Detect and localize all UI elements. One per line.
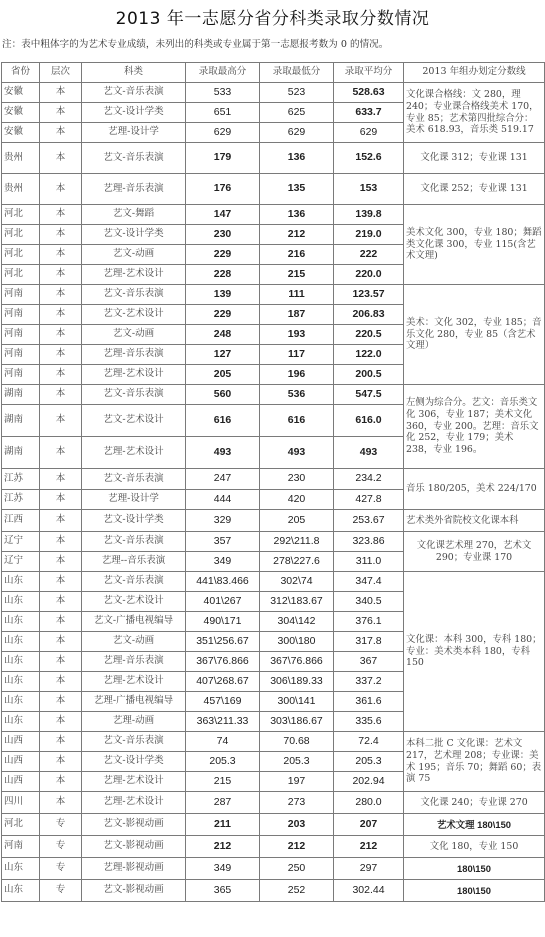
min-score-cell: 252 (260, 880, 334, 902)
max-score-cell: 616 (186, 405, 260, 437)
cutoff-line-cell: 美术文化 300，专业 180；舞蹈类文化课 300，专业 115(含艺术文理) (404, 205, 545, 285)
table-row (2, 880, 545, 902)
page-title: 2013 年一志愿分省分科类录取分数情况 (115, 9, 430, 29)
province-cell: 江苏 (2, 490, 40, 510)
category-cell: 艺文-艺术设计 (82, 592, 186, 612)
province-cell: 河北 (2, 814, 40, 836)
category-cell: 艺文-广播电视编导 (82, 612, 186, 632)
cutoff-line-cell: 180\150 (404, 880, 545, 902)
avg-score-cell: 335.6 (334, 712, 404, 732)
level-cell: 本 (40, 285, 82, 305)
avg-score-cell: 206.83 (334, 305, 404, 325)
category-cell: 艺文-音乐表演 (82, 285, 186, 305)
province-cell: 山东 (2, 652, 40, 672)
max-score-cell: 351\256.67 (186, 632, 260, 652)
level-cell: 本 (40, 752, 82, 772)
category-cell: 艺文-动画 (82, 245, 186, 265)
province-cell: 河南 (2, 836, 40, 858)
province-cell: 河北 (2, 245, 40, 265)
table-row (2, 572, 545, 592)
level-cell: 本 (40, 103, 82, 123)
admission-score-table (1, 62, 545, 902)
min-score-cell: 304\142 (260, 612, 334, 632)
province-cell: 河南 (2, 325, 40, 345)
avg-score-cell: 361.6 (334, 692, 404, 712)
max-score-cell: 629 (186, 123, 260, 143)
min-score-cell: 212 (260, 836, 334, 858)
min-score-cell: 193 (260, 325, 334, 345)
province-cell: 河南 (2, 285, 40, 305)
level-cell: 专 (40, 880, 82, 902)
min-score-cell: 205 (260, 510, 334, 532)
avg-score-cell: 337.2 (334, 672, 404, 692)
min-score-cell: 215 (260, 265, 334, 285)
avg-score-cell: 212 (334, 836, 404, 858)
min-score-cell: 278\227.6 (260, 552, 334, 572)
avg-score-cell: 280.0 (334, 792, 404, 814)
cutoff-line-cell: 文化课：本科 300，专科 180；专业：美术类本科 180，专科 150 (404, 572, 545, 732)
min-score-cell: 367\76.866 (260, 652, 334, 672)
province-cell: 山东 (2, 612, 40, 632)
province-cell: 山东 (2, 712, 40, 732)
category-cell: 艺理-艺术设计 (82, 772, 186, 792)
min-score-cell: 203 (260, 814, 334, 836)
min-score-cell: 616 (260, 405, 334, 437)
category-cell: 艺理-动画 (82, 712, 186, 732)
category-cell: 艺文-影视动画 (82, 814, 186, 836)
avg-score-cell: 122.0 (334, 345, 404, 365)
table-row (2, 469, 545, 490)
max-score-cell: 74 (186, 732, 260, 752)
level-cell: 本 (40, 772, 82, 792)
province-cell: 河南 (2, 345, 40, 365)
min-score-cell: 303\186.67 (260, 712, 334, 732)
min-score-cell: 523 (260, 83, 334, 103)
max-score-cell: 247 (186, 469, 260, 490)
max-score-cell: 493 (186, 437, 260, 469)
level-cell: 本 (40, 385, 82, 405)
category-cell: 艺文-设计学类 (82, 225, 186, 245)
avg-score-cell: 427.8 (334, 490, 404, 510)
province-cell: 四川 (2, 792, 40, 814)
min-score-cell: 205.3 (260, 752, 334, 772)
cutoff-line-cell: 文化课 240；专业课 270 (404, 792, 545, 814)
category-cell: 艺理-音乐表演 (82, 652, 186, 672)
min-score-cell: 306\189.33 (260, 672, 334, 692)
table-row (2, 174, 545, 205)
min-score-cell: 273 (260, 792, 334, 814)
category-cell: 艺理-音乐表演 (82, 174, 186, 205)
level-cell: 本 (40, 612, 82, 632)
province-cell: 山东 (2, 858, 40, 880)
max-score-cell: 349 (186, 858, 260, 880)
header-min-score: 录取最低分 (260, 63, 334, 83)
max-score-cell: 365 (186, 880, 260, 902)
table-row (2, 285, 545, 305)
level-cell: 本 (40, 552, 82, 572)
level-cell: 本 (40, 225, 82, 245)
max-score-cell: 533 (186, 83, 260, 103)
level-cell: 本 (40, 732, 82, 752)
max-score-cell: 363\211.33 (186, 712, 260, 732)
cutoff-line-cell: 文化课 252；专业课 131 (404, 174, 545, 205)
max-score-cell: 211 (186, 814, 260, 836)
avg-score-cell: 633.7 (334, 103, 404, 123)
level-cell: 本 (40, 532, 82, 552)
max-score-cell: 139 (186, 285, 260, 305)
province-cell: 湖南 (2, 437, 40, 469)
level-cell: 本 (40, 469, 82, 490)
category-cell: 艺文-动画 (82, 325, 186, 345)
level-cell: 本 (40, 490, 82, 510)
avg-score-cell: 200.5 (334, 365, 404, 385)
province-cell: 贵州 (2, 143, 40, 174)
avg-score-cell: 253.67 (334, 510, 404, 532)
avg-score-cell: 317.8 (334, 632, 404, 652)
level-cell: 本 (40, 345, 82, 365)
avg-score-cell: 219.0 (334, 225, 404, 245)
max-score-cell: 357 (186, 532, 260, 552)
level-cell: 本 (40, 83, 82, 103)
min-score-cell: 230 (260, 469, 334, 490)
level-cell: 本 (40, 205, 82, 225)
avg-score-cell: 72.4 (334, 732, 404, 752)
avg-score-cell: 205.3 (334, 752, 404, 772)
table-row (2, 792, 545, 814)
max-score-cell: 147 (186, 205, 260, 225)
category-cell: 艺文-音乐表演 (82, 143, 186, 174)
province-cell: 安徽 (2, 103, 40, 123)
category-cell: 艺理-音乐表演 (82, 345, 186, 365)
level-cell: 专 (40, 814, 82, 836)
level-cell: 本 (40, 652, 82, 672)
avg-score-cell: 123.57 (334, 285, 404, 305)
min-score-cell: 187 (260, 305, 334, 325)
province-cell: 山西 (2, 732, 40, 752)
category-cell: 艺文-影视动画 (82, 836, 186, 858)
province-cell: 安徽 (2, 83, 40, 103)
cutoff-line-cell: 文化 180，专业 150 (404, 836, 545, 858)
level-cell: 本 (40, 437, 82, 469)
table-row (2, 143, 545, 174)
province-cell: 山东 (2, 632, 40, 652)
max-score-cell: 228 (186, 265, 260, 285)
avg-score-cell: 139.8 (334, 205, 404, 225)
max-score-cell: 349 (186, 552, 260, 572)
max-score-cell: 651 (186, 103, 260, 123)
table-row (2, 532, 545, 552)
level-cell: 本 (40, 712, 82, 732)
table-row (2, 83, 545, 103)
province-cell: 江苏 (2, 469, 40, 490)
max-score-cell: 176 (186, 174, 260, 205)
max-score-cell: 127 (186, 345, 260, 365)
min-score-cell: 216 (260, 245, 334, 265)
avg-score-cell: 528.63 (334, 83, 404, 103)
max-score-cell: 248 (186, 325, 260, 345)
category-cell: 艺文-设计学类 (82, 752, 186, 772)
level-cell: 本 (40, 510, 82, 532)
table-row (2, 385, 545, 405)
level-cell: 本 (40, 305, 82, 325)
province-cell: 湖南 (2, 405, 40, 437)
min-score-cell: 536 (260, 385, 334, 405)
max-score-cell: 457\169 (186, 692, 260, 712)
avg-score-cell: 340.5 (334, 592, 404, 612)
min-score-cell: 302\74 (260, 572, 334, 592)
table-row (2, 836, 545, 858)
province-cell: 山东 (2, 692, 40, 712)
min-score-cell: 197 (260, 772, 334, 792)
cutoff-line-cell: 180\150 (404, 858, 545, 880)
level-cell: 本 (40, 592, 82, 612)
level-cell: 专 (40, 836, 82, 858)
table-note: 注：表中粗体字的为艺术专业成绩，未列出的科类或专业属于第一志愿报考数为 0 的情况。 (2, 39, 389, 50)
level-cell: 本 (40, 143, 82, 174)
max-score-cell: 444 (186, 490, 260, 510)
max-score-cell: 205 (186, 365, 260, 385)
province-cell: 山西 (2, 752, 40, 772)
cutoff-line-cell: 艺术类外省院校文化课本科 (404, 510, 545, 532)
cutoff-line-cell: 左侧为综合分。艺文：音乐类文化 306，专业 187；美术文化 360，专业 200。艺理：音乐文化 252，专业 179；美术 238，专业 196。 (404, 385, 545, 469)
province-cell: 江西 (2, 510, 40, 532)
header-level: 层次 (40, 63, 82, 83)
category-cell: 艺文-音乐表演 (82, 532, 186, 552)
max-score-cell: 212 (186, 836, 260, 858)
province-cell: 湖南 (2, 385, 40, 405)
max-score-cell: 367\76.866 (186, 652, 260, 672)
province-cell: 贵州 (2, 174, 40, 205)
province-cell: 河南 (2, 365, 40, 385)
min-score-cell: 111 (260, 285, 334, 305)
avg-score-cell: 234.2 (334, 469, 404, 490)
cutoff-line-cell: 文化课合格线：文 280，理 240；专业课合格线美术 170，专业 85；艺术第四批综合分：美术 618.93，音乐类 519.17 (404, 83, 545, 143)
avg-score-cell: 202.94 (334, 772, 404, 792)
level-cell: 专 (40, 858, 82, 880)
province-cell: 河南 (2, 305, 40, 325)
avg-score-cell: 220.0 (334, 265, 404, 285)
level-cell: 本 (40, 325, 82, 345)
min-score-cell: 312\183.67 (260, 592, 334, 612)
avg-score-cell: 493 (334, 437, 404, 469)
max-score-cell: 490\171 (186, 612, 260, 632)
category-cell: 艺理-设计学 (82, 490, 186, 510)
category-cell: 艺文-舞蹈 (82, 205, 186, 225)
province-cell: 辽宁 (2, 532, 40, 552)
min-score-cell: 136 (260, 143, 334, 174)
header-category: 科类 (82, 63, 186, 83)
cutoff-line-cell: 本科二批 C 文化课：艺术文 217，艺术理 208；专业课：美术 195；音乐 70；舞蹈 60；表演 75 (404, 732, 545, 792)
category-cell: 艺理--音乐表演 (82, 552, 186, 572)
min-score-cell: 70.68 (260, 732, 334, 752)
category-cell: 艺理-艺术设计 (82, 437, 186, 469)
province-cell: 河北 (2, 265, 40, 285)
max-score-cell: 179 (186, 143, 260, 174)
category-cell: 艺文-音乐表演 (82, 732, 186, 752)
max-score-cell: 230 (186, 225, 260, 245)
min-score-cell: 135 (260, 174, 334, 205)
min-score-cell: 300\180 (260, 632, 334, 652)
min-score-cell: 300\141 (260, 692, 334, 712)
header-province: 省份 (2, 63, 40, 83)
min-score-cell: 420 (260, 490, 334, 510)
level-cell: 本 (40, 405, 82, 437)
province-cell: 辽宁 (2, 552, 40, 572)
category-cell: 艺理-影视动画 (82, 858, 186, 880)
avg-score-cell: 153 (334, 174, 404, 205)
avg-score-cell: 547.5 (334, 385, 404, 405)
max-score-cell: 329 (186, 510, 260, 532)
level-cell: 本 (40, 174, 82, 205)
max-score-cell: 287 (186, 792, 260, 814)
province-cell: 安徽 (2, 123, 40, 143)
level-cell: 本 (40, 365, 82, 385)
level-cell: 本 (40, 245, 82, 265)
min-score-cell: 212 (260, 225, 334, 245)
max-score-cell: 229 (186, 245, 260, 265)
cutoff-line-cell: 文化课艺术理 270，艺术文 290；专业课 170 (404, 532, 545, 572)
province-cell: 山西 (2, 772, 40, 792)
header-avg-score: 录取平均分 (334, 63, 404, 83)
header-max-score: 录取最高分 (186, 63, 260, 83)
avg-score-cell: 302.44 (334, 880, 404, 902)
table-row (2, 858, 545, 880)
avg-score-cell: 220.5 (334, 325, 404, 345)
cutoff-line-cell: 文化课 312；专业课 131 (404, 143, 545, 174)
min-score-cell: 625 (260, 103, 334, 123)
min-score-cell: 136 (260, 205, 334, 225)
avg-score-cell: 152.6 (334, 143, 404, 174)
table-row (2, 814, 545, 836)
max-score-cell: 560 (186, 385, 260, 405)
max-score-cell: 401\267 (186, 592, 260, 612)
avg-score-cell: 311.0 (334, 552, 404, 572)
level-cell: 本 (40, 123, 82, 143)
avg-score-cell: 207 (334, 814, 404, 836)
min-score-cell: 292\211.8 (260, 532, 334, 552)
table-header-row (2, 63, 545, 83)
category-cell: 艺文-艺术设计 (82, 405, 186, 437)
province-cell: 河北 (2, 225, 40, 245)
avg-score-cell: 616.0 (334, 405, 404, 437)
category-cell: 艺理-艺术设计 (82, 265, 186, 285)
min-score-cell: 250 (260, 858, 334, 880)
avg-score-cell: 347.4 (334, 572, 404, 592)
province-cell: 河北 (2, 205, 40, 225)
cutoff-line-cell: 音乐 180/205，美术 224/170 (404, 469, 545, 510)
category-cell: 艺理-艺术设计 (82, 365, 186, 385)
level-cell: 本 (40, 265, 82, 285)
min-score-cell: 117 (260, 345, 334, 365)
table-row (2, 205, 545, 225)
category-cell: 艺文-音乐表演 (82, 83, 186, 103)
category-cell: 艺文-音乐表演 (82, 572, 186, 592)
province-cell: 山东 (2, 880, 40, 902)
level-cell: 本 (40, 632, 82, 652)
province-cell: 山东 (2, 672, 40, 692)
level-cell: 本 (40, 792, 82, 814)
category-cell: 艺文-音乐表演 (82, 469, 186, 490)
min-score-cell: 493 (260, 437, 334, 469)
max-score-cell: 229 (186, 305, 260, 325)
level-cell: 本 (40, 672, 82, 692)
level-cell: 本 (40, 572, 82, 592)
category-cell: 艺理-设计学 (82, 123, 186, 143)
category-cell: 艺理-艺术设计 (82, 672, 186, 692)
cutoff-line-cell: 美术：文化 302，专业 185；音乐文化 280，专业 85（含艺术文理） (404, 285, 545, 385)
max-score-cell: 215 (186, 772, 260, 792)
category-cell: 艺文-音乐表演 (82, 385, 186, 405)
category-cell: 艺理-广播电视编导 (82, 692, 186, 712)
category-cell: 艺文-设计学类 (82, 510, 186, 532)
header-cutoff-line: 2013 年组办划定分数线 (404, 63, 545, 83)
province-cell: 山东 (2, 592, 40, 612)
max-score-cell: 205.3 (186, 752, 260, 772)
avg-score-cell: 222 (334, 245, 404, 265)
category-cell: 艺文-设计学类 (82, 103, 186, 123)
category-cell: 艺理-艺术设计 (82, 792, 186, 814)
province-cell: 山东 (2, 572, 40, 592)
avg-score-cell: 376.1 (334, 612, 404, 632)
max-score-cell: 441\83.466 (186, 572, 260, 592)
level-cell: 本 (40, 692, 82, 712)
min-score-cell: 629 (260, 123, 334, 143)
table-row (2, 510, 545, 532)
avg-score-cell: 629 (334, 123, 404, 143)
avg-score-cell: 367 (334, 652, 404, 672)
cutoff-line-cell: 艺术文理 180\150 (404, 814, 545, 836)
table-row (2, 732, 545, 752)
max-score-cell: 407\268.67 (186, 672, 260, 692)
category-cell: 艺文-影视动画 (82, 880, 186, 902)
avg-score-cell: 297 (334, 858, 404, 880)
avg-score-cell: 323.86 (334, 532, 404, 552)
category-cell: 艺文-动画 (82, 632, 186, 652)
min-score-cell: 196 (260, 365, 334, 385)
category-cell: 艺文-艺术设计 (82, 305, 186, 325)
